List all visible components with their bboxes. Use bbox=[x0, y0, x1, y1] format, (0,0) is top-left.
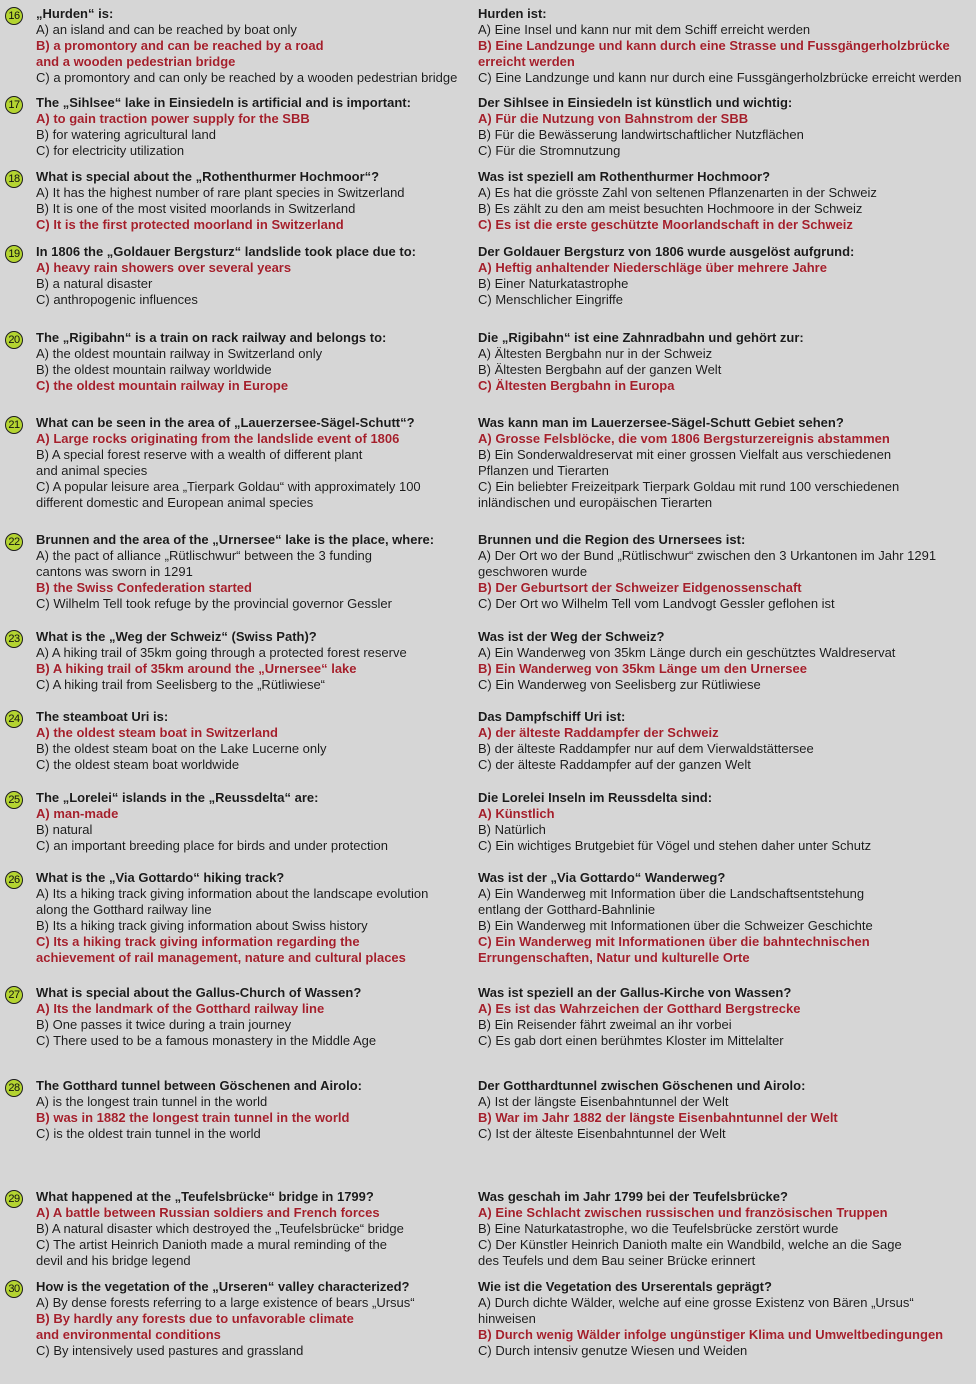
question-text: Wie ist die Vegetation des Urserentals geprägt? bbox=[478, 1279, 772, 1294]
answer-line: C) Menschlicher Eingriffe bbox=[478, 292, 623, 307]
question-text: Die Lorelei Inseln im Reussdelta sind: bbox=[478, 790, 713, 805]
english-column bbox=[36, 1078, 476, 1142]
question-text: Hurden ist: bbox=[478, 6, 547, 21]
answer-line: C) Ein beliebter Freizeitpark Tierpark Goldau mit rund 100 verschiedenen bbox=[478, 479, 900, 494]
answer-line: A) Es hat die grösste Zahl von seltenen Pflanzenarten in der Schweiz bbox=[478, 185, 877, 200]
correct-answer-line: C) Ältesten Bergbahn in Europa bbox=[478, 378, 675, 393]
correct-answer-line: erreicht werden bbox=[478, 54, 575, 69]
correct-answer-line: B) Ein Wanderweg von 35km Länge um den Urnersee bbox=[478, 661, 807, 676]
answer-line: C) Der Künstler Heinrich Danioth malte ein Wandbild, welche an die Sage bbox=[478, 1237, 902, 1252]
answer-line: B) A natural disaster which destroyed the „Teufelsbrücke“ bridge bbox=[36, 1221, 404, 1236]
german-column bbox=[478, 532, 974, 612]
question-text: What is the „Weg der Schweiz“ (Swiss Path)? bbox=[36, 629, 317, 644]
answer-line: A) It has the highest number of rare plant species in Switzerland bbox=[36, 185, 405, 200]
answer-line: devil and his bridge legend bbox=[36, 1253, 191, 1268]
question-number-badge: 18 bbox=[5, 170, 23, 188]
english-column bbox=[36, 6, 476, 86]
german-column bbox=[478, 1279, 974, 1359]
correct-answer-line: A) Künstlich bbox=[478, 806, 555, 821]
english-column bbox=[36, 532, 476, 612]
question-text: The „Sihlsee“ lake in Einsiedeln is artificial and is important: bbox=[36, 95, 411, 110]
correct-answer-line: A) Es ist das Wahrzeichen der Gotthard Bergstrecke bbox=[478, 1001, 801, 1016]
answer-line: B) the oldest steam boat on the Lake Lucerne only bbox=[36, 741, 327, 756]
question-text: Was ist speziell am Rothenthurmer Hochmoor? bbox=[478, 169, 771, 184]
correct-answer-line: A) to gain traction power supply for the SBB bbox=[36, 111, 310, 126]
correct-answer-line: B) Durch wenig Wälder infolge ungünstiger Klima und Umweltbedingungen bbox=[478, 1327, 944, 1342]
answer-line: hinweisen bbox=[478, 1311, 536, 1326]
correct-answer-line: A) Für die Nutzung von Bahnstrom der SBB bbox=[478, 111, 749, 126]
german-column bbox=[478, 790, 974, 854]
correct-answer-line: C) the oldest mountain railway in Europe bbox=[36, 378, 289, 393]
answer-line: C) anthropogenic influences bbox=[36, 292, 198, 307]
question-text: How is the vegetation of the „Urseren“ valley characterized? bbox=[36, 1279, 410, 1294]
correct-answer-line: C) Its a hiking track giving information regarding the bbox=[36, 934, 360, 949]
answer-line: B) Its a hiking track giving information about Swiss history bbox=[36, 918, 368, 933]
english-column bbox=[36, 790, 476, 854]
german-column bbox=[478, 629, 974, 693]
answer-line: C) Es gab dort einen berühmtes Kloster im Mittelalter bbox=[478, 1033, 784, 1048]
question-number-badge: 17 bbox=[5, 96, 23, 114]
question-text: The steamboat Uri is: bbox=[36, 709, 169, 724]
german-column bbox=[478, 330, 974, 394]
answer-line: entlang der Gotthard-Bahnlinie bbox=[478, 902, 656, 917]
question-text: Brunnen und die Region des Urnersees ist: bbox=[478, 532, 746, 547]
question-text: Der Goldauer Bergsturz von 1806 wurde ausgelöst aufgrund: bbox=[478, 244, 855, 259]
german-column bbox=[478, 6, 974, 86]
correct-answer-line: B) the Swiss Confederation started bbox=[36, 580, 252, 595]
german-column bbox=[478, 870, 974, 966]
correct-answer-line: achievement of rail management, nature and cultural places bbox=[36, 950, 406, 965]
answer-line: des Teufels und dem Bau seiner Brücke erinnert bbox=[478, 1253, 756, 1268]
question-number-badge: 23 bbox=[5, 630, 23, 648]
german-column bbox=[478, 169, 974, 233]
correct-answer-line: and a wooden pedestrian bridge bbox=[36, 54, 236, 69]
answer-line: B) Natürlich bbox=[478, 822, 546, 837]
question-text: The „Lorelei“ islands in the „Reussdelta“ are: bbox=[36, 790, 319, 805]
english-column bbox=[36, 244, 476, 308]
answer-line: B) Für die Bewässerung landwirtschaftlicher Nutzflächen bbox=[478, 127, 804, 142]
question-text: In 1806 the „Goldauer Bergsturz“ landslide took place due to: bbox=[36, 244, 416, 259]
answer-line: A) is the longest train tunnel in the world bbox=[36, 1094, 268, 1109]
answer-line: C) A hiking trail from Seelisberg to the „Rütliwiese“ bbox=[36, 677, 326, 692]
correct-answer-line: A) Its the landmark of the Gotthard railway line bbox=[36, 1001, 325, 1016]
question-text: What can be seen in the area of „Lauerzersee-Sägel-Schutt“? bbox=[36, 415, 415, 430]
answer-line: C) Wilhelm Tell took refuge by the provincial governor Gessler bbox=[36, 596, 392, 611]
answer-line: A) Ältesten Bergbahn nur in der Schweiz bbox=[478, 346, 713, 361]
answer-line: A) Its a hiking track giving information about the landscape evolution bbox=[36, 886, 429, 901]
correct-answer-line: B) Der Geburtsort der Schweizer Eidgenossenschaft bbox=[478, 580, 802, 595]
answer-line: B) der älteste Raddampfer nur auf dem Vierwaldstättersee bbox=[478, 741, 814, 756]
question-number-badge: 26 bbox=[5, 871, 23, 889]
answer-line: B) for watering agricultural land bbox=[36, 127, 216, 142]
english-column bbox=[36, 985, 476, 1049]
correct-answer-line: A) heavy rain showers over several years bbox=[36, 260, 292, 275]
answer-line: A) By dense forests referring to a large existence of bears „Ursus“ bbox=[36, 1295, 415, 1310]
answer-line: C) Ein wichtiges Brutgebiet für Vögel und stehen daher unter Schutz bbox=[478, 838, 872, 853]
question-number-badge: 24 bbox=[5, 710, 23, 728]
answer-line: A) Durch dichte Wälder, welche auf eine grosse Existenz von Bären „Ursus“ bbox=[478, 1295, 914, 1310]
answer-line: C) By intensively used pastures and grassland bbox=[36, 1343, 304, 1358]
correct-answer-line: C) Es ist die erste geschützte Moorlandschaft in der Schweiz bbox=[478, 217, 853, 232]
question-text: Die „Rigibahn“ ist eine Zahnradbahn und gehört zur: bbox=[478, 330, 804, 345]
answer-line: B) the oldest mountain railway worldwide bbox=[36, 362, 272, 377]
question-text: What is the „Via Gottardo“ hiking track? bbox=[36, 870, 285, 885]
answer-line: A) Eine Insel und kann nur mit dem Schiff erreicht werden bbox=[478, 22, 811, 37]
question-text: Was geschah im Jahr 1799 bei der Teufelsbrücke? bbox=[478, 1189, 788, 1204]
correct-answer-line: B) By hardly any forests due to unfavorable climate bbox=[36, 1311, 354, 1326]
correct-answer-line: and environmental conditions bbox=[36, 1327, 221, 1342]
answer-line: A) an island and can be reached by boat only bbox=[36, 22, 297, 37]
german-column bbox=[478, 1189, 974, 1269]
correct-answer-line: B) A hiking trail of 35km around the „Urnersee“ lake bbox=[36, 661, 357, 676]
question-text: Was ist der „Via Gottardo“ Wanderweg? bbox=[478, 870, 726, 885]
question-number-badge: 16 bbox=[5, 7, 23, 25]
german-column bbox=[478, 244, 974, 308]
answer-line: B) Ein Reisender fährt zweimal an ihr vorbei bbox=[478, 1017, 732, 1032]
answer-line: inländischen und europäischen Tierarten bbox=[478, 495, 713, 510]
answer-line: C) a promontory and can only be reached by a wooden pedestrian bridge bbox=[36, 70, 458, 85]
question-text: Was ist speziell an der Gallus-Kirche von Wassen? bbox=[478, 985, 792, 1000]
answer-line: C) The artist Heinrich Danioth made a mural reminding of the bbox=[36, 1237, 387, 1252]
answer-line: C) Ein Wanderweg von Seelisberg zur Rütliwiese bbox=[478, 677, 761, 692]
correct-answer-line: C) It is the first protected moorland in Switzerland bbox=[36, 217, 344, 232]
english-column bbox=[36, 629, 476, 693]
answer-line: cantons was sworn in 1291 bbox=[36, 564, 193, 579]
question-number-badge: 28 bbox=[5, 1079, 23, 1097]
answer-line: A) Ein Wanderweg von 35km Länge durch ein geschütztes Waldreservat bbox=[478, 645, 896, 660]
answer-line: A) Ist der längste Eisenbahntunnel der Welt bbox=[478, 1094, 729, 1109]
answer-line: A) the pact of alliance „Rütlischwur“ between the 3 funding bbox=[36, 548, 373, 563]
english-column bbox=[36, 709, 476, 773]
correct-answer-line: A) A battle between Russian soldiers and French forces bbox=[36, 1205, 380, 1220]
answer-line: A) Ein Wanderweg mit Information über die Landschaftsentstehung bbox=[478, 886, 865, 901]
correct-answer-line: B) War im Jahr 1882 der längste Eisenbahntunnel der Welt bbox=[478, 1110, 838, 1125]
answer-line: B) One passes it twice during a train journey bbox=[36, 1017, 292, 1032]
question-text: The „Rigibahn“ is a train on rack railway and belongs to: bbox=[36, 330, 387, 345]
question-number-badge: 29 bbox=[5, 1190, 23, 1208]
correct-answer-line: C) Ein Wanderweg mit Informationen über die bahntechnischen bbox=[478, 934, 870, 949]
german-column bbox=[478, 1078, 974, 1142]
english-column bbox=[36, 1189, 476, 1269]
question-text: The Gotthard tunnel between Göschenen and Airolo: bbox=[36, 1078, 362, 1093]
answer-line: geschworen wurde bbox=[478, 564, 588, 579]
question-text: What is special about the Gallus-Church of Wassen? bbox=[36, 985, 362, 1000]
answer-line: B) Ein Sonderwaldreservat mit einer grossen Vielfalt aus verschiedenen bbox=[478, 447, 892, 462]
correct-answer-line: A) Grosse Felsblöcke, die vom 1806 Bergsturzereignis abstammen bbox=[478, 431, 890, 446]
question-text: What is special about the „Rothenthurmer Hochmoor“? bbox=[36, 169, 380, 184]
answer-line: C) A popular leisure area „Tierpark Goldau“ with approximately 100 bbox=[36, 479, 421, 494]
english-column bbox=[36, 1279, 476, 1359]
question-text: Der Sihlsee in Einsiedeln ist künstlich und wichtig: bbox=[478, 95, 793, 110]
answer-line: B) natural bbox=[36, 822, 93, 837]
answer-line: B) Es zählt zu den am meist besuchten Hochmoore in der Schweiz bbox=[478, 201, 863, 216]
answer-line: B) Ein Wanderweg mit Informationen über die Schweizer Geschichte bbox=[478, 918, 873, 933]
correct-answer-line: A) Large rocks originating from the landslide event of 1806 bbox=[36, 431, 400, 446]
answer-line: B) A special forest reserve with a wealth of different plant bbox=[36, 447, 363, 462]
answer-line: A) the oldest mountain railway in Switzerland only bbox=[36, 346, 323, 361]
question-number-badge: 22 bbox=[5, 533, 23, 551]
answer-line: C) Für die Stromnutzung bbox=[478, 143, 621, 158]
english-column bbox=[36, 330, 476, 394]
answer-line: C) der älteste Raddampfer auf der ganzen Welt bbox=[478, 757, 751, 772]
question-number-badge: 19 bbox=[5, 245, 23, 263]
answer-line: C) Ist der älteste Eisenbahntunnel der Welt bbox=[478, 1126, 726, 1141]
question-text: „Hurden“ is: bbox=[36, 6, 114, 21]
question-number-badge: 20 bbox=[5, 331, 23, 349]
answer-line: along the Gotthard railway line bbox=[36, 902, 212, 917]
answer-line: A) Der Ort wo der Bund „Rütlischwur“ zwischen den 3 Urkantonen im Jahr 1291 bbox=[478, 548, 937, 563]
answer-line: C) is the oldest train tunnel in the world bbox=[36, 1126, 261, 1141]
question-text: What happened at the „Teufelsbrücke“ bridge in 1799? bbox=[36, 1189, 374, 1204]
question-text: Was kann man im Lauerzersee-Sägel-Schutt Gebiet sehen? bbox=[478, 415, 844, 430]
answer-line: B) a natural disaster bbox=[36, 276, 153, 291]
answer-line: B) Einer Naturkatastrophe bbox=[478, 276, 629, 291]
correct-answer-line: B) Eine Landzunge und kann durch eine Strasse und Fussgängerholzbrücke bbox=[478, 38, 950, 53]
correct-answer-line: A) man-made bbox=[36, 806, 119, 821]
german-column bbox=[478, 709, 974, 773]
answer-line: different domestic and European animal species bbox=[36, 495, 314, 510]
english-column bbox=[36, 95, 476, 159]
english-column bbox=[36, 169, 476, 233]
question-text: Das Dampfschiff Uri ist: bbox=[478, 709, 626, 724]
question-number-badge: 21 bbox=[5, 416, 23, 434]
answer-line: B) Eine Naturkatastrophe, wo die Teufelsbrücke zerstört wurde bbox=[478, 1221, 839, 1236]
correct-answer-line: A) Heftig anhaltender Niederschläge über mehrere Jahre bbox=[478, 260, 827, 275]
answer-line: C) the oldest steam boat worldwide bbox=[36, 757, 240, 772]
answer-line: and animal species bbox=[36, 463, 148, 478]
question-text: Brunnen and the area of the „Urnersee“ lake is the place, where: bbox=[36, 532, 435, 547]
answer-line: C) Durch intensiv genutze Wiesen und Weiden bbox=[478, 1343, 748, 1358]
answer-line: Pflanzen und Tierarten bbox=[478, 463, 609, 478]
question-number-badge: 30 bbox=[5, 1280, 23, 1298]
question-number-badge: 27 bbox=[5, 986, 23, 1004]
english-column bbox=[36, 870, 476, 966]
question-number-badge: 25 bbox=[5, 791, 23, 809]
english-column bbox=[36, 415, 476, 511]
german-column bbox=[478, 985, 974, 1049]
answer-line: B) It is one of the most visited moorlands in Switzerland bbox=[36, 201, 356, 216]
answer-line: A) A hiking trail of 35km going through a protected forest reserve bbox=[36, 645, 407, 660]
question-text: Der Gotthardtunnel zwischen Göschenen und Airolo: bbox=[478, 1078, 806, 1093]
correct-answer-line: Errungenschaften, Natur und kulturelle Orte bbox=[478, 950, 750, 965]
answer-line: C) Der Ort wo Wilhelm Tell vom Landvogt Gessler geflohen ist bbox=[478, 596, 835, 611]
correct-answer-line: A) the oldest steam boat in Switzerland bbox=[36, 725, 278, 740]
german-column bbox=[478, 95, 974, 159]
answer-line: C) for electricity utilization bbox=[36, 143, 185, 158]
question-text: Was ist der Weg der Schweiz? bbox=[478, 629, 665, 644]
german-column bbox=[478, 415, 974, 511]
answer-line: B) Ältesten Bergbahn auf der ganzen Welt bbox=[478, 362, 722, 377]
correct-answer-line: A) der älteste Raddampfer der Schweiz bbox=[478, 725, 719, 740]
correct-answer-line: A) Eine Schlacht zwischen russischen und französischen Truppen bbox=[478, 1205, 888, 1220]
answer-line: C) an important breeding place for birds and under protection bbox=[36, 838, 388, 853]
correct-answer-line: B) was in 1882 the longest train tunnel in the world bbox=[36, 1110, 350, 1125]
answer-line: C) Eine Landzunge und kann nur durch eine Fussgängerholzbrücke erreicht werden bbox=[478, 70, 962, 85]
answer-line: C) There used to be a famous monastery in the Middle Age bbox=[36, 1033, 377, 1048]
correct-answer-line: B) a promontory and can be reached by a road bbox=[36, 38, 324, 53]
